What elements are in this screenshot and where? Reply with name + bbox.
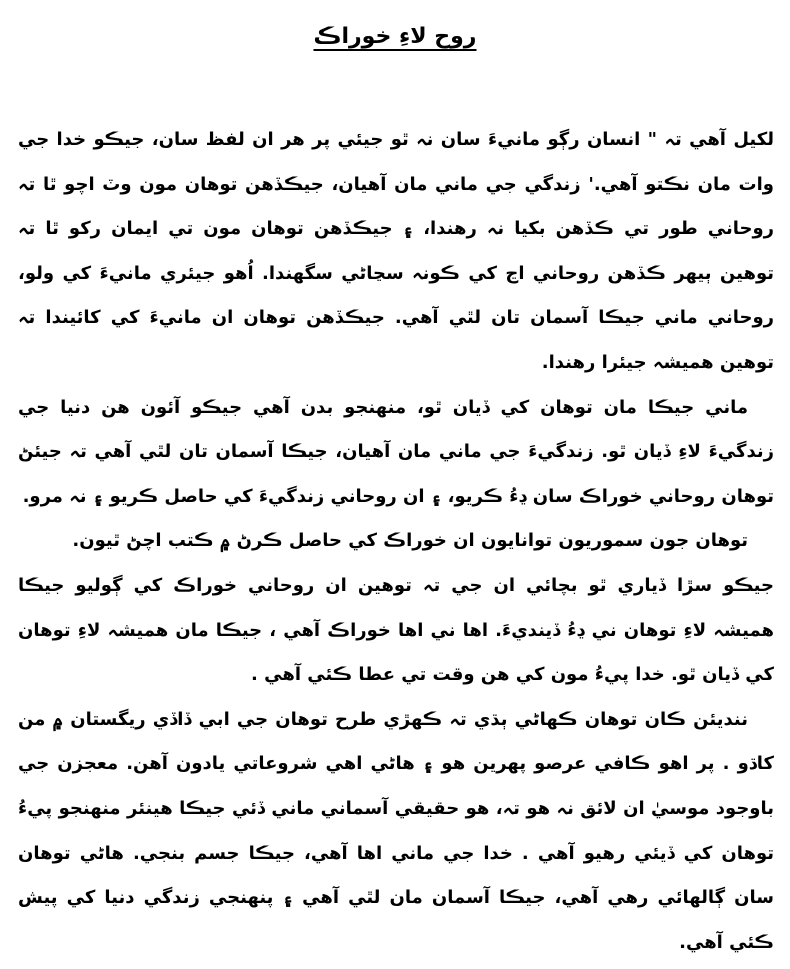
paragraph-5: ننديئن ڪان توهان ڪهاڻي ٻڌي تہ ڪهڙي طرح توهان جي ابي ڏاڏي ريگستان ۾ من کاڌو . پر اهو ڪافي عرصو پهرين هو ۽ هاڻي اهي شروعاتي يادون آهن. معجزن جي باوجود موسيٰ ان لائق نہ هو تہ، هو حقيقي آسماني ماني ڏئي جيڪا هينئر منهنجو پيءُ توهان کي ڏيئي رهيو آهي . خدا جي ماني اها آهي، جيڪا جسم بنجي. هاڻي توهان سان ڳالهائي رهي آهي، جيڪا آسمان مان لٿي آهي ۽ پنهنجي زندگي دنيا کي پيش ڪئي آهي. — [18, 708, 774, 953]
document-body — [18, 118, 774, 965]
page-title — [0, 24, 790, 49]
paragraph-2: ماني جيڪا مان توهان کي ڏيان ٿو، منهنجو بدن آهي جيڪو آئون هن دنيا جي زندگيءَ لاءِ ڏيان ٿو. زندگيءَ جي ماني مان آهيان، جيڪا آسمان تان لٿي آهي تہ جيئڻ توهان روحاني خوراڪ سان ڍءُ ڪريو، ۽ ان روحاني زندگيءَ کي حاصل ڪريو ۽ نہ مرو. — [18, 396, 774, 507]
paragraph-1: لکيل آهي تہ " انسان رڳو مانيءَ سان نہ ٿو جيئي پر هر ان لفظ سان، جيڪو خدا جي وات مان نڪتو آهي.' زندگي جي ماني مان آهيان، جيڪڏهن توهان مون وٽ اچو ٿا تہ روحاني طور تي ڪڏهن بکيا نہ رهندا، ۽ جيڪڏهن توهان مون تي ايمان رکو ٿا تہ توهين ٻيهر ڪڏهن روحاني اڃ کي ڪونہ سڃاڻي سگهندا. اُهو جيئري مانيءَ کي ولو، روحاني ماني جيڪا آسمان تان لٿي آهي. جيڪڏهن توهان ان مانيءَ کي کائيندا تہ توهين هميشہ جيئرا رهندا. — [18, 129, 774, 373]
paragraph-3: توهان جون سموريون توانايون ان خوراڪ کي حاصل ڪرڻ ۾ ڪتب اچڻ ٿيون. — [72, 530, 748, 552]
paragraph-4: جيڪو سڙا ڏياري ٿو بچائي ان جي تہ توهين ان روحاني خوراڪ کي ڳوليو جيڪا هميشہ لاءِ توهان ني ڍءُ ڏينديءَ. اها ني اها خوراڪ آهي ، جيڪا مان هميشہ لاءِ توهان کي ڏيان ٿو. خدا پيءُ مون کي هن وقت تي عطا ڪئي آهي . — [18, 574, 774, 686]
title-text: روح لاءِ خوراڪ — [313, 24, 477, 49]
